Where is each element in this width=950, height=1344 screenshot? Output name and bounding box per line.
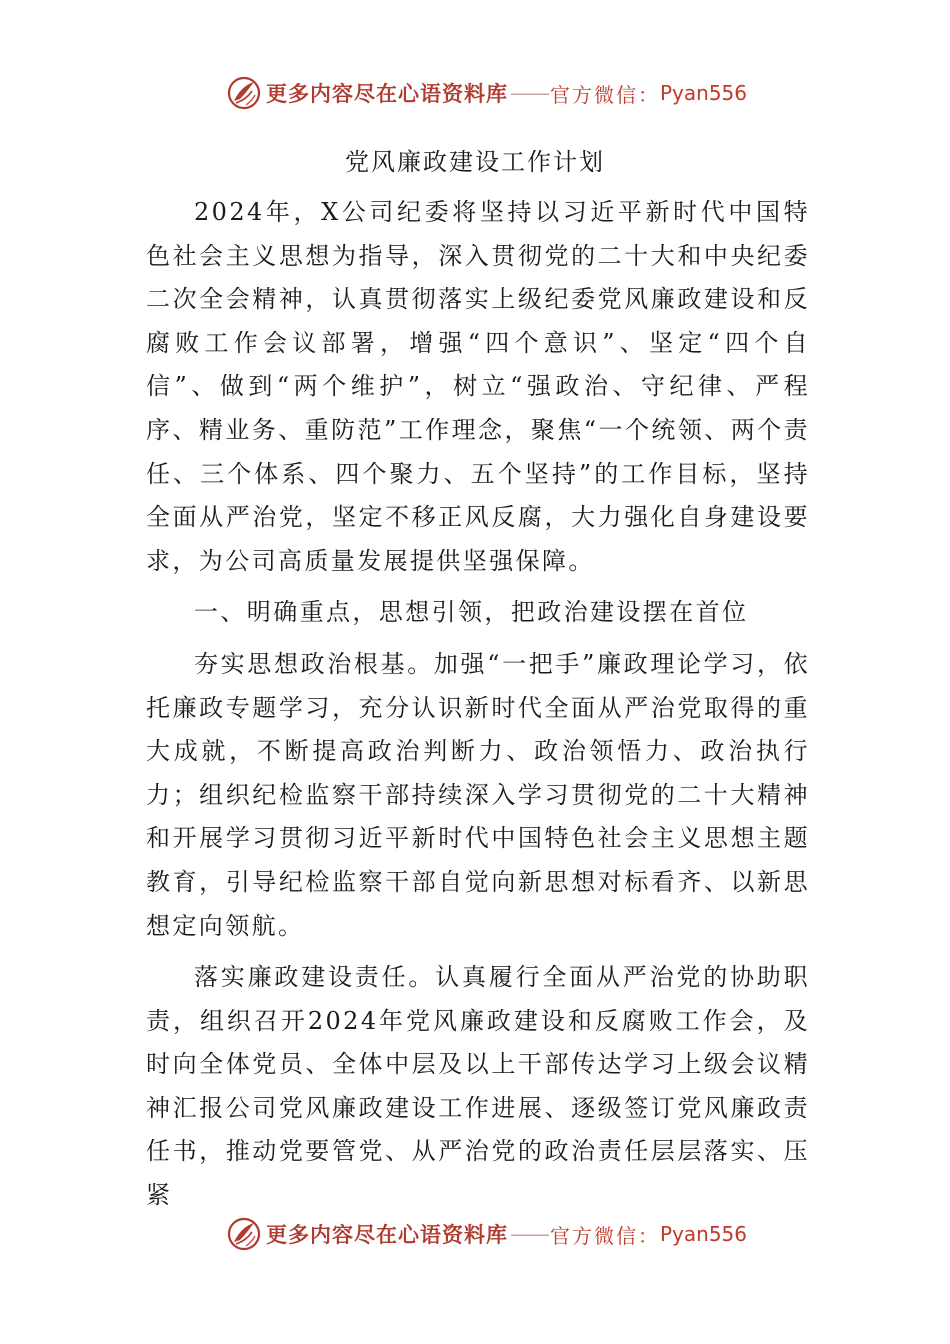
header-banner <box>226 73 747 113</box>
document-title: 党风廉政建设工作计划 <box>345 148 605 176</box>
intro-paragraph: 2024年，X公司纪委将坚持以习近平新时代中国特色社会主义思想为指导，深入贯彻党的二十大和中央纪委二次全会精神，认真贯彻落实上级纪委党风廉政建设和反腐败工作会议部署，增强“四个意识”、坚定“四个自信”、做到“两个维护”，树立“强政治、守纪律、严程序、精业务、重防范”工作理念，聚焦“一个统领、两个责任、三个体系、四个聚力、五个坚持”的工作目标，坚持全面从严治党，坚定不移正风反腐，大力强化自身建设要求，为公司高质量发展提供坚强保障。 <box>146 198 810 575</box>
feather-ribbon-logo-icon <box>226 1216 262 1252</box>
banner-brand-text: 更多内容尽在心语资料库 <box>266 1222 508 1247</box>
body-paragraph-responsibility: 落实廉政建设责任。认真履行全面从严治党的协助职责，组织召开2024年党风廉政建设和反腐败工作会，及时向全体党员、全体中层及以上干部传达学习上级会议精神汇报公司党风廉政建设工作进展、逐级签订党风廉政责任书，推动党要管党、从严治党的政治责任层层落实、压紧 <box>146 963 810 1210</box>
banner-official-label: 官方微信： <box>550 82 660 107</box>
banner-wechat-id: Pyan556 <box>660 81 748 105</box>
banner-brand-text: 更多内容尽在心语资料库 <box>266 81 508 106</box>
document-body <box>146 191 810 1226</box>
banner-dash: —— <box>510 81 548 105</box>
section-heading-1: 一、明确重点，思想引领，把政治建设摆在首位 <box>194 598 749 627</box>
banner-wechat-id: Pyan556 <box>660 1222 748 1246</box>
banner-official-label: 官方微信： <box>550 1223 660 1248</box>
feather-ribbon-logo-icon <box>226 75 262 111</box>
footer-banner <box>226 1214 747 1254</box>
body-paragraph-ideology: 夯实思想政治根基。加强“一把手”廉政理论学习，依托廉政专题学习，充分认识新时代全面从严治党取得的重大成就，不断提高政治判断力、政治领悟力、政治执行力；组织纪检监察干部持续深入学习贯彻党的二十大精神和开展学习贯彻习近平新时代中国特色社会主义思想主题教育，引导纪检监察干部自觉向新思想对标看齐、以新思想定向领航。 <box>146 649 810 940</box>
banner-dash: —— <box>510 1222 548 1246</box>
